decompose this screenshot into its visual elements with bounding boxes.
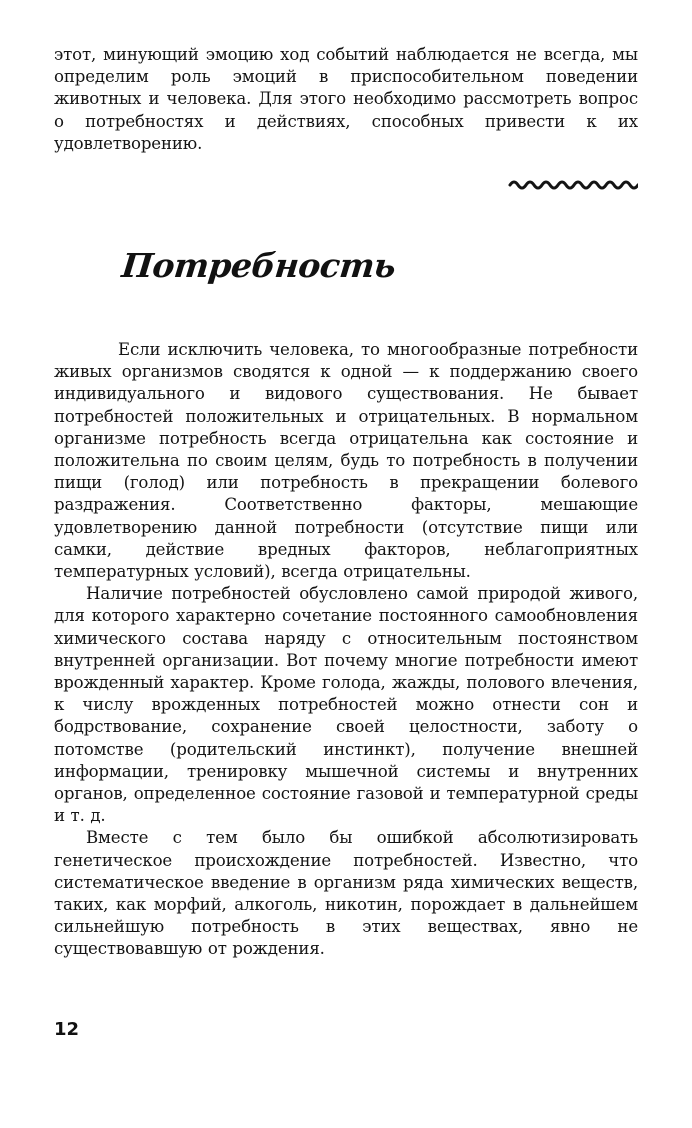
paragraph-3: Вместе с тем было бы ошибкой абсолютизировать генетическое происхождение потребностей. Известно, что систематическое введение в организм ряда химических веществ, таких, как морфий, алкоголь, никотин, порождает в дальнейшем сильнейшую потребность в этих веществах, явно не существовавшую от рождения.: [54, 828, 638, 959]
intro-text-block: [54, 44, 638, 155]
paragraph-1: Если исключить человека, то многообразные потребности живых организмов сводятся к одной — к поддержанию своего индивидуального и видового существования. Не бывает потребностей положительных и отрицательных. В нормальном организме потребность всегда отрицательна как состояние и положительна по своим целям, будь то потребность в получении пищи (голод) или потребность в прекращении болевого раздражения. Соответственно факторы, мешающие удовлетворению данной потребности (отсутствие пищи или самки, действие вредных факторов, неблагоприятных температурных условий), всегда отрицательны.: [54, 340, 638, 582]
paragraph-2: Наличие потребностей обусловлено самой природой живого, для которого характерно сочетание постоянного самообновления химического состава наряду с относительным постоянством внутренней организации. Вот почему многие потребности имеют врожденный характер. Кроме голода, жажды, полового влечения, к числу врожденных потребностей можно отнести сон и бодрствование, сохранение своей целостности, заботу о потомстве (родительский инстинкт), получение внешней информации, тренировку мышечной системы и внутренних органов, определенное состояние газовой и температурной среды и т. д.: [54, 584, 638, 826]
intro-paragraph: этот, минующий эмоцию ход событий наблюдается не всегда, мы определим роль эмоций в приспособительном поведении животных и человека. Для этого необходимо рассмотреть вопрос о потребностях и действиях, способных привести к их удовлетворению.: [54, 45, 638, 153]
page-number: 12: [54, 1019, 80, 1040]
section-heading: Потребность: [119, 246, 398, 285]
main-text-block: [54, 339, 638, 961]
wavy-line-icon: [508, 174, 638, 196]
